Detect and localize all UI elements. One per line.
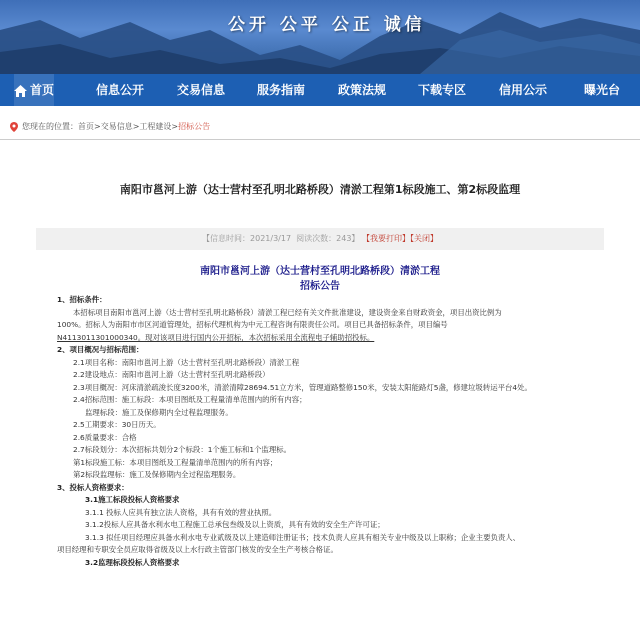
nav-service-guide[interactable]: 服务指南	[257, 83, 306, 97]
print-link[interactable]: 【我要打印】	[361, 234, 410, 243]
body-line: 2.6质量要求：合格	[73, 432, 137, 442]
doc-subtitle: 招标公告	[300, 281, 340, 292]
body-line: 监理标段：施工及保修期内全过程监理服务。	[85, 407, 233, 417]
close-link[interactable]: 【关闭】	[409, 234, 438, 243]
location-pin-icon	[10, 122, 18, 132]
nav-exposure[interactable]: 曝光台	[584, 83, 621, 97]
body-line: 2.3项目概况：河床清淤疏浚长度3200米，清淤清障28694.51立方米，管理道路整修150米，安装太阳能路灯5盏，修建垃圾转运平台4处。	[73, 382, 532, 392]
body-line: 2.1项目名称：南阳市邕河上游（达士营村至孔明北路桥段）清淤工程	[73, 357, 300, 367]
body-line: 1、招标条件：	[57, 295, 107, 304]
divider	[0, 139, 640, 140]
breadcrumb-trade[interactable]: 交易信息	[100, 122, 133, 131]
info-time: 2021/3/17	[250, 234, 292, 243]
home-icon	[14, 85, 27, 97]
breadcrumb	[0, 116, 640, 138]
info-views-label: 阅读次数：	[296, 234, 337, 243]
nav-policy[interactable]: 政策法规	[338, 83, 387, 97]
nav-home-label: 首页	[30, 83, 55, 97]
body-line: 本招标项目南阳市邕河上游（达士营村至孔明北路桥段）清淤工程已经有关文件批准建设，建设资金来自财政资金，项目出资比例为	[73, 307, 502, 317]
nav-info-public[interactable]: 信息公开	[96, 83, 145, 97]
main-nav	[0, 74, 640, 106]
body-line: 第1标段施工标：本项目图纸及工程量清单范围内的所有内容；	[73, 457, 278, 467]
body-line: 2.4招标范围：施工标段：本项目图纸及工程量清单范围内的所有内容；	[73, 395, 307, 404]
document-body	[57, 294, 612, 569]
body-line: 3.2监理标段投标人资格要求	[85, 557, 180, 567]
breadcrumb-sep: >	[132, 122, 140, 131]
info-close-bracket: 】	[351, 234, 360, 243]
info-time-label: 【信息时间：	[202, 234, 251, 243]
body-line: 100%。招标人为南阳市市区河道管理处，招标代理机构为中元工程咨询有限责任公司。项目已具备招标条件，项目编号	[57, 320, 448, 329]
body-line: 2.5工期要求：30日历天。	[73, 420, 161, 429]
body-line: 第2标段监理标：施工及保修期内全过程监理服务。	[73, 470, 241, 479]
breadcrumb-sep: >	[94, 122, 101, 131]
body-line: 2.7标段划分：本次招标共划分2个标段：1个施工标和1个监理标。	[73, 445, 292, 454]
breadcrumb-current[interactable]: 招标公告	[178, 122, 211, 131]
doc-title: 南阳市邕河上游（达士营村至孔明北路桥段）清淤工程	[200, 266, 440, 277]
body-line: 3、投标人资格要求：	[57, 482, 129, 492]
info-views: 243	[336, 234, 352, 243]
body-line: 3.1.3 拟任项目经理应具备水利水电专业贰级及以上建造师注册证书；技术负责人应具有相关专业中级及以上职称；企业主要负责人、	[85, 532, 521, 542]
body-line: 3.1.2投标人应具备水利水电工程施工总承包叁级及以上资质，具有有效的安全生产许可证；	[85, 520, 385, 529]
breadcrumb-prefix: 您现在的位置：	[22, 122, 78, 131]
body-line: N4113011301000340。现对该项目进行国内公开招标，本次招标采用全流程电子辅助招投标。	[57, 332, 375, 342]
nav-home[interactable]	[14, 74, 54, 106]
nav-trade-info[interactable]: 交易信息	[177, 83, 226, 97]
header-banner	[0, 0, 640, 74]
page-title: 南阳市邕河上游（达士营村至孔明北路桥段）清淤工程第1标段施工、第2标段监理	[119, 183, 521, 196]
body-line: 3.1.1 投标人应具有独立法人资格，具有有效的营业执照。	[85, 507, 277, 517]
breadcrumb-engineering[interactable]: 工程建设	[139, 122, 172, 131]
slogan-text: 公开 公平 公正 诚信	[228, 15, 426, 35]
body-line: 3.1施工标段投标人资格要求	[85, 495, 180, 504]
body-line: 2、项目概况与招标范围：	[57, 345, 144, 354]
nav-download[interactable]: 下载专区	[418, 83, 467, 97]
body-line: 2.2建设地点：南阳市邕河上游（达士营村至孔明北路桥段）	[73, 370, 270, 379]
body-line: 项目经理和专职安全员应取得省级及以上水行政主管部门核发的安全生产考核合格证。	[57, 545, 338, 554]
breadcrumb-home[interactable]: 首页	[78, 122, 94, 131]
info-bar	[36, 228, 604, 250]
breadcrumb-sep: >	[171, 122, 179, 131]
nav-credit[interactable]: 信用公示	[499, 83, 548, 97]
